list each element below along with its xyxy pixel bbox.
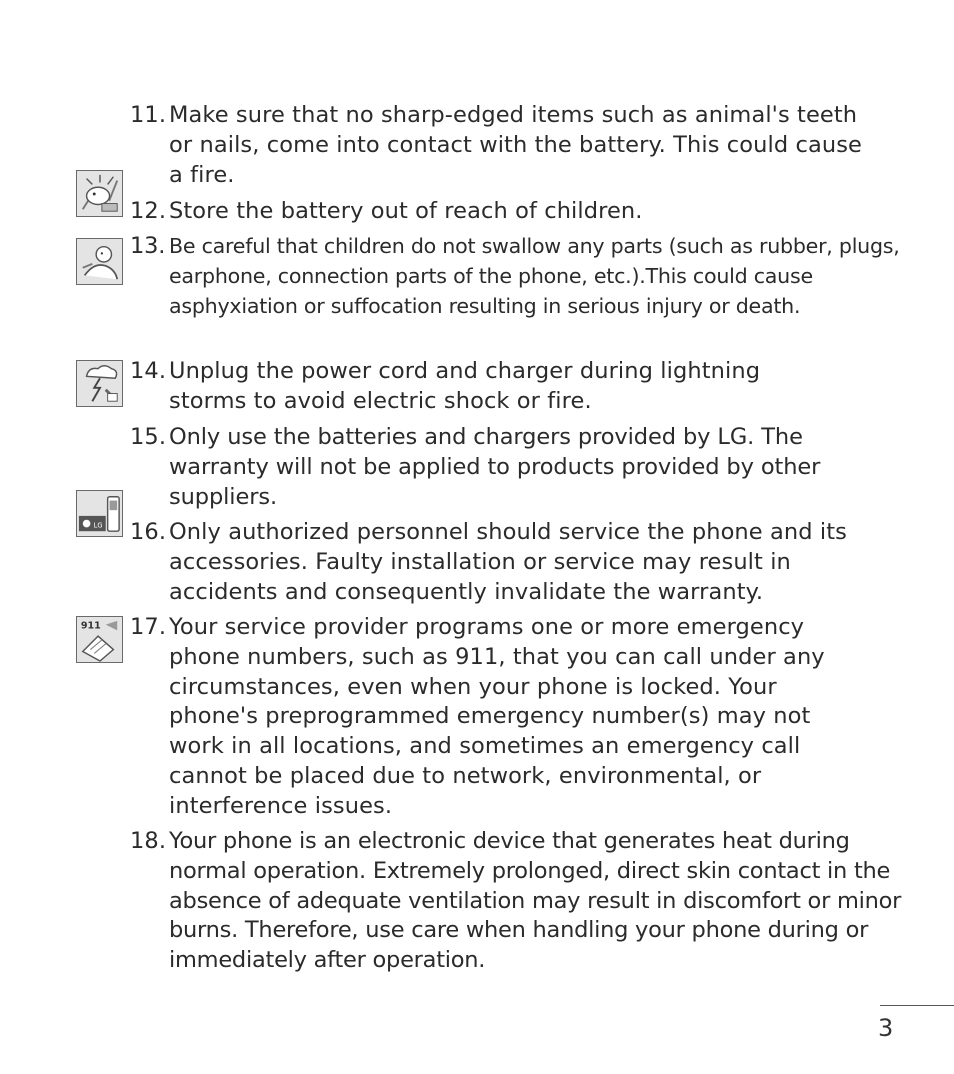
item-text: Only authorized personnel should service the phone and its accessories. Faulty installation or service may result in accidents and consequently invalidate the warranty.: [169, 519, 847, 605]
safety-item-13: [130, 232, 910, 321]
item-number: 11.: [130, 102, 167, 128]
lg-logo-text: LG: [93, 521, 103, 530]
safety-item-17: [130, 613, 910, 822]
item-number: 14.: [130, 358, 167, 384]
item-number: 17.: [130, 614, 167, 640]
item-text: Be careful that children do not swallow any parts (such as rubber, plugs, earphone, connection parts of the phone, etc.).This could cause asphyxiation or suffocation resulting in serious injury or death.: [169, 234, 900, 318]
item-number: 12.: [130, 198, 167, 224]
item-text: Unplug the power cord and charger during lightning storms to avoid electric shock or fire.: [169, 358, 761, 414]
item-text: Make sure that no sharp-edged items such as animal's teeth or nails, come into contact with the battery. This could cause a fire.: [169, 102, 862, 188]
item-text: Your service provider programs one or more emergency phone numbers, such as 911, that you can call under any circumstances, even when your phone is locked. Your phone's preprogrammed emergency number(s) may not work in all locations, and sometimes an emergency call cannot be placed due to network, environmental, or interference issues.: [169, 614, 825, 819]
safety-item-18: [130, 827, 910, 976]
item-text: Your phone is an electronic device that generates heat during normal operation. Extremely prolonged, direct skin contact in the absence of adequate ventilation may result in discomfort or minor burns. Therefore, use care when handling your phone during or immediately after operation.: [169, 828, 902, 974]
lg-battery-charger-icon: [76, 490, 123, 537]
footer-rule: [880, 1005, 954, 1006]
safety-item-12: [130, 197, 910, 227]
emergency-number-label: 911: [80, 620, 101, 632]
item-number: 16.: [130, 519, 167, 545]
item-number: 15.: [130, 424, 167, 450]
item-number: 18.: [130, 828, 167, 854]
page-number: 3: [878, 1014, 894, 1042]
item-text: Only use the batteries and chargers provided by LG. The warranty will not be applied to products provided by other suppliers.: [169, 424, 821, 510]
emergency-911-phone-icon: [76, 616, 123, 663]
safety-item-15: [130, 423, 910, 512]
item-text: Store the battery out of reach of children.: [169, 198, 643, 224]
lightning-storm-icon: [76, 360, 123, 407]
dog-bite-battery-icon: [76, 170, 123, 217]
item-number: 13.: [130, 233, 166, 259]
child-swallow-icon: [76, 238, 123, 285]
safety-item-14: [130, 357, 910, 417]
safety-item-16: [130, 518, 910, 607]
safety-item-11: [130, 101, 910, 190]
